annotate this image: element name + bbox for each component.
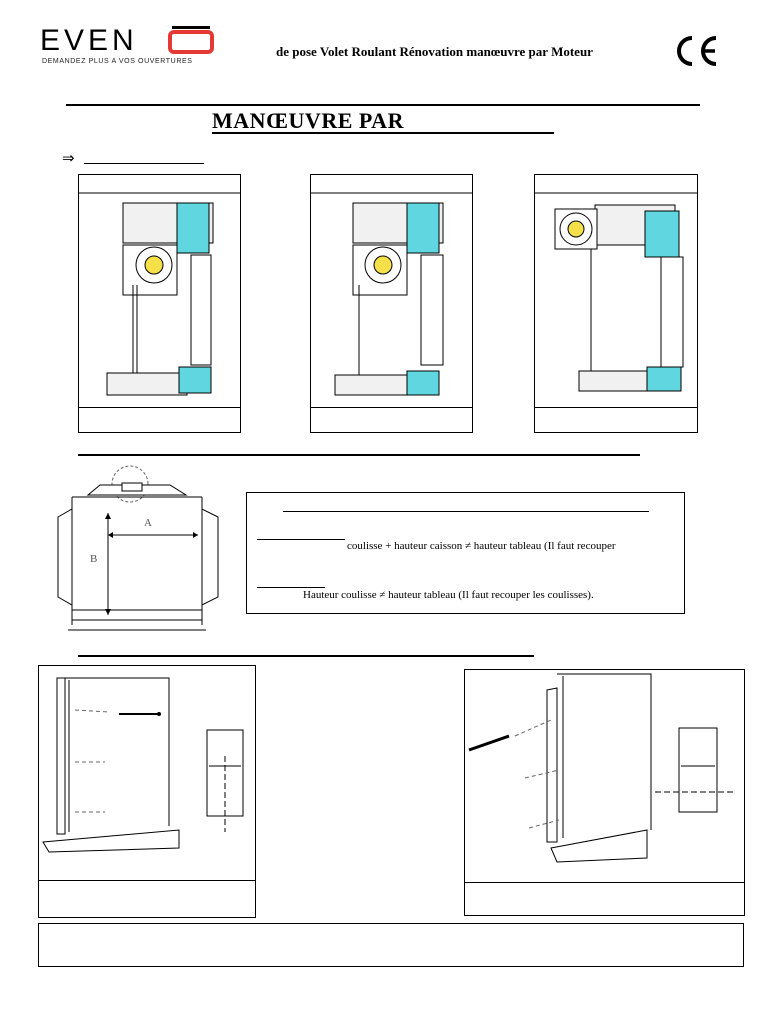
panel-caption-3 [535, 407, 697, 432]
eveno-logo-icon [40, 26, 216, 56]
panel-caption-2 [311, 407, 472, 432]
section-title-underline [212, 132, 554, 134]
install-drawing-right [465, 670, 744, 880]
document-title: de pose Volet Roulant Rénovation manœuvre par Moteur [276, 44, 593, 59]
footer-note-box [38, 923, 744, 967]
info-box-label-line-2 [257, 587, 325, 588]
section-title: MANŒUVRE PAR [212, 108, 404, 133]
front-view-diagram [50, 465, 230, 635]
front-view-drawing [50, 465, 230, 635]
dimension-b-label: B [90, 553, 98, 565]
install-caption-left [39, 880, 255, 917]
section-drawing-3 [535, 175, 697, 407]
section-drawing-2 [311, 175, 472, 407]
brand-logo [40, 26, 220, 56]
diagram-panel-3 [534, 174, 698, 433]
brand-tagline: DEMANDEZ PLUS A VOS OUVERTURES [42, 58, 193, 65]
section-divider-2 [78, 655, 534, 657]
ce-mark-icon [672, 34, 720, 68]
svg-text:EVEN: EVEN [40, 26, 138, 56]
arrow-icon: ⇒ [62, 151, 75, 167]
info-box [246, 492, 685, 614]
dimension-a-label: A [144, 517, 152, 529]
info-box-label-line-1 [257, 539, 345, 540]
section-divider-1 [78, 454, 640, 456]
info-text-1: coulisse + hauteur caisson ≠ hauteur tableau (Il faut recouper [347, 540, 616, 552]
install-caption-right [465, 882, 744, 915]
info-box-heading-line [283, 511, 649, 512]
panel-caption-1 [79, 407, 240, 432]
install-panel-right [464, 669, 745, 916]
diagram-panel-1 [78, 174, 241, 433]
ce-mark [672, 34, 720, 68]
section-drawing-1 [79, 175, 240, 407]
install-panel-left [38, 665, 256, 918]
header-divider [66, 104, 700, 106]
arrow-underline [84, 163, 204, 164]
info-text-2: Hauteur coulisse ≠ hauteur tableau (Il faut recouper les coulisses). [303, 589, 594, 601]
diagram-panel-2 [310, 174, 473, 433]
install-drawing-left [39, 666, 255, 880]
